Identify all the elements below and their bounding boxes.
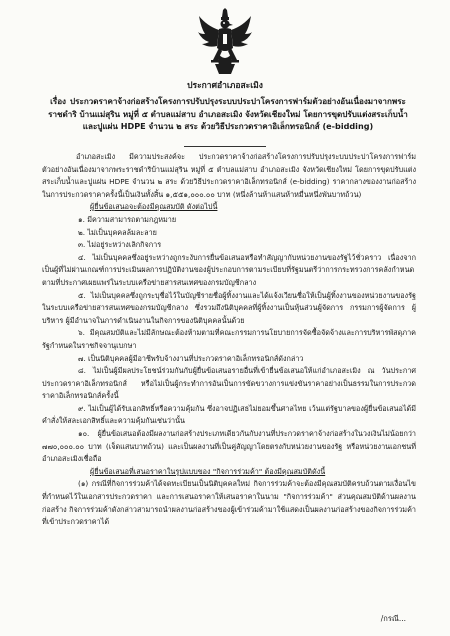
announcement-subject <box>42 95 414 133</box>
qualification-item: ๘. ไม่เป็นผู้มีผลประโยชน์ร่วมกันกับผู้ยื่นข้อเสนอรายอื่นที่เข้ายื่นข้อเสนอให้แก่อำเภอสะเมิง ณ วันประกาศประกวดราคาอิเล็กทรอนิกส์ หรือไม่เป็นผู้กระทำการอันเป็นการขัดขวางการแข่งขันราคาอย่างเป็นธรรมในการประกวดราคาอิเล็กทรอนิกส์ครั้งนี้ <box>42 366 416 401</box>
joint-venture-paragraph: (๑) กรณีที่กิจการร่วมค้าได้จดทะเบียนเป็นนิติบุคคลใหม่ กิจการร่วมค้าจะต้องมีคุณสมบัติครบถ้วนตามเงื่อนไขที่กำหนดไว้ในเอกสารประกวดราคา และการเสนอราคาให้เสนอราคาในนาม "กิจการร่วมค้า" ส่วนคุณสมบัติด้านผลงานก่อสร้าง กิจการร่วมค้าดังกล่าวสามารถนำผลงานก่อสร้างของผู้เข้าร่วมค้ามาใช้แสดงเป็นผลงานก่อสร้างของกิจการร่วมค้าที่เข้าประกวดราคาได้ <box>42 479 416 527</box>
intro-paragraph: อำเภอสะเมิง มีความประสงค์จะ ประกวดราคาจ้างก่อสร้างโครงการปรับปรุงระบบประปาโครงการฟาร์มตัวอย่างอันเนื่องมาจากพระราชดำริบ้านแม่สุริน หมู่ที่ ๕ ตำบลแม่สาบ อำเภอสะเมิง จังหวัดเชียงใหม่ โดยการขุดปรับแต่งสระเก็บน้ำและปูแผ่น HDPE จำนวน ๒ สระ ด้วยวิธีประกวดราคาอิเล็กทรอนิกส์ (e-bidding) ราคากลางของงานก่อสร้างในการประกวดราคาครั้งนี้เป็นเงินทั้งสิ้น ๑,๕๕๑,๐๐๐.๐๐ บาท (หนึ่งล้านห้าแสนห้าหมื่นหนึ่งพันบาทถ้วน) <box>42 152 416 199</box>
qualification-item: ๒. ไม่เป็นบุคคลล้มละลาย <box>78 227 157 237</box>
garuda-emblem-icon <box>197 8 253 76</box>
continuation-marker: /กรณี... <box>380 614 406 623</box>
joint-venture-heading: ผู้ยื่นข้อเสนอที่เสนอราคาในรูปแบบของ "กิจการร่วมค้า" ต้องมีคุณสมบัติดังนี้ <box>90 466 326 476</box>
announcement-body <box>42 151 416 529</box>
qualification-item: ๑๐. ผู้ยื่นข้อเสนอต้องมีผลงานก่อสร้างประเภทเดียวกันกับงานที่ประกวดราคาจ้างก่อสร้างในวงเงินไม่น้อยกว่า ๗๗๐,๐๐๐.๐๐ บาท (เจ็ดแสนบาทถ้วน) และเป็นผลงานที่เป็นคู่สัญญาโดยตรงกับหน่วยงานของรัฐ หรือหน่วยงานเอกชนที่อำเภอสะเมิงเชื่อถือ <box>42 429 416 464</box>
qualification-heading: ผู้ยื่นข้อเสนอจะต้องมีคุณสมบัติ ดังต่อไปนี้ <box>90 202 218 212</box>
qualification-item: ๖. มีคุณสมบัติและไม่มีลักษณะต้องห้ามตามที่คณะกรรมการนโยบายการจัดซื้อจัดจ้างและการบริหารพัสดุภาครัฐกำหนดในราชกิจจานุเบกษา <box>42 328 416 350</box>
qualification-item: ๔. ไม่เป็นบุคคลซึ่งอยู่ระหว่างถูกระงับการยื่นข้อเสนอหรือทำสัญญากับหน่วยงานของรัฐไว้ชั่วคราว เนื่องจากเป็นผู้ที่ไม่ผ่านเกณฑ์การประเมินผลการปฏิบัติงานของผู้ประกอบการตามระเบียบที่รัฐมนตรีว่าการกระทรวงการคลังกำหนดตามที่ประกาศเผยแพร่ในระบบเครือข่ายสารสนเทศของกรมบัญชีกลาง <box>42 252 416 287</box>
qualification-item: ๗. เป็นนิติบุคคลผู้มีอาชีพรับจ้างงานที่ประกวดราคาอิเล็กทรอนิกส์ดังกล่าว <box>78 353 304 363</box>
title-divider <box>184 146 266 147</box>
qualification-item: ๙. ไม่เป็นผู้ได้รับเอกสิทธิ์หรือความคุ้มกัน ซึ่งอาจปฏิเสธไม่ยอมขึ้นศาลไทย เว้นแต่รัฐบาลของผู้ยื่นข้อเสนอได้มีคำสั่งให้สละเอกสิทธิ์และความคุ้มกันเช่นว่านั้น <box>42 403 416 426</box>
subject-text: ประกวดราคาจ้างก่อสร้างโครงการปรับปรุงระบบประปาโครงการฟาร์มตัวอย่างอันเนื่องมาจากพระราชดำริ บ้านแม่สุริน หมู่ที่ ๕ ตำบลแม่สาบ อำเภอสะเมิง จังหวัดเชียงใหม่ โดยการขุดปรับแต่งสระเก็บน้ำ และปูแผ่น HDPE จำนวน ๒ สระ ด้วยวิธีประกวดราคาอิเล็กทรอนิกส์ (e-bidding) <box>48 96 408 132</box>
subject-label: เรื่อง <box>50 96 67 106</box>
qualification-item: ๓. ไม่อยู่ระหว่างเลิกกิจการ <box>78 240 162 250</box>
qualification-item: ๑. มีความสามารถตามกฎหมาย <box>78 214 177 224</box>
announcement-title: ประกาศอำเภอสะเมิง <box>187 81 263 91</box>
qualification-item: ๕. ไม่เป็นบุคคลซึ่งถูกระบุชื่อไว้ในบัญชีรายชื่อผู้ทิ้งงานและได้แจ้งเวียนชื่อให้เป็นผู้ทิ้งงานของหน่วยงานของรัฐในระบบเครือข่ายสารสนเทศของกรมบัญชีกลาง ซึ่งรวมถึงนิติบุคคลที่ผู้ทิ้งงานเป็นหุ้นส่วนผู้จัดการ กรรมการผู้จัดการ ผู้บริหาร ผู้มีอำนาจในการดำเนินงานในกิจการของนิติบุคคลนั้นด้วย <box>42 290 416 325</box>
